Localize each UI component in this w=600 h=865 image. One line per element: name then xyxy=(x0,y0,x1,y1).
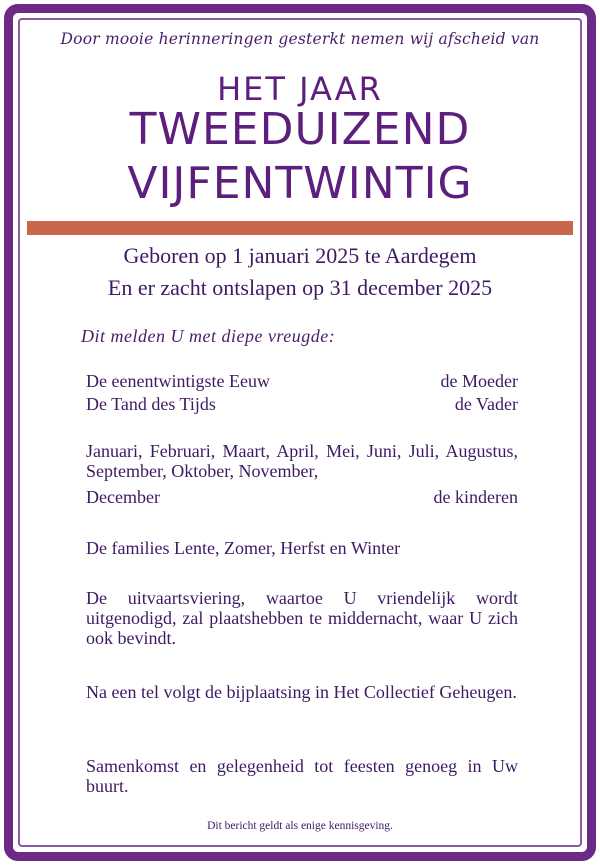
children-role: de kinderen xyxy=(433,487,518,507)
families-line: De families Lente, Zomer, Herfst en Winter xyxy=(86,538,401,558)
children-list: Januari, Februari, Maart, April, Mei, Juni, Juli, Augustus, September, Oktober, November, xyxy=(86,441,518,481)
intro-line: Door mooie herinneringen gesterkt nemen wij afscheid van xyxy=(60,30,540,48)
funeral-paragraph: De uitvaartsviering, waartoe U vriendelijk wordt uitgenodigd, zal plaatshebben te middernacht, waar U zich ook bevindt. xyxy=(86,588,518,648)
birth-line: Geboren op 1 januari 2025 te Aardegem xyxy=(123,243,477,268)
gathering-paragraph: Samenkomst en gelegenheid tot feesten genoeg in Uw buurt. xyxy=(86,756,518,796)
relative-row-mother xyxy=(86,371,518,391)
title-line-3: VIJFENTWINTIG xyxy=(127,158,473,209)
relative-name: De Tand des Tijds xyxy=(86,394,216,414)
announcement-heading: Dit melden U met diepe vreugde: xyxy=(81,326,336,346)
relative-role: de Vader xyxy=(454,394,518,414)
relative-row-father xyxy=(86,394,518,414)
burial-paragraph: Na een tel volgt de bijplaatsing in Het Collectief Geheugen. xyxy=(86,682,517,702)
footer-note: Dit bericht geldt als enige kennisgeving. xyxy=(207,820,393,832)
death-line: En er zacht ontslapen op 31 december 2025 xyxy=(107,275,493,300)
relative-name: De eenentwintigste Eeuw xyxy=(86,371,270,391)
divider-bar xyxy=(27,221,573,235)
title-line-2: TWEEDUIZEND xyxy=(129,104,471,155)
relative-role: de Moeder xyxy=(440,371,518,391)
children-last-name: December xyxy=(86,487,160,507)
title-line-1: HET JAAR xyxy=(217,70,383,108)
children-last-row xyxy=(86,487,518,507)
